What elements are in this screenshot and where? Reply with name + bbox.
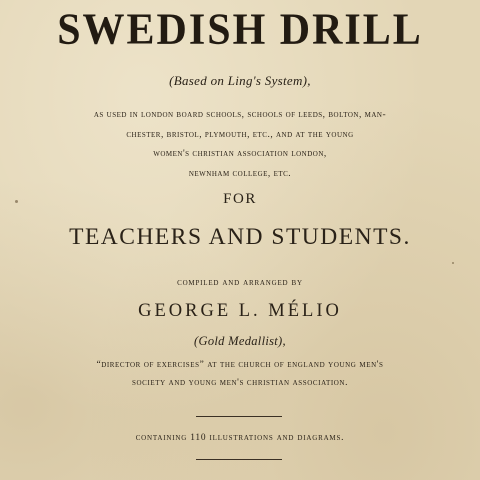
book-title: SWEDISH DRILL	[57, 5, 423, 55]
usage-statement	[0, 106, 480, 184]
paper-speck	[452, 262, 454, 264]
compiled-by-label: compiled and arranged by	[177, 278, 303, 288]
author-honor: (Gold Medallist),	[194, 334, 286, 348]
audience-heading: TEACHERS AND STUDENTS.	[69, 224, 411, 250]
author-position-line: “director of exercises” at the church of england young men's	[96, 360, 384, 370]
for-label: FOR	[223, 191, 257, 207]
divider-rule	[196, 459, 282, 460]
usage-line: as used in london board schools, schools of leeds, bolton, man-	[93, 110, 387, 120]
author-name: GEORGE L. MÉLIO	[138, 301, 342, 321]
paper-speck	[15, 200, 18, 203]
author-position-line: society and young men's christian association.	[131, 378, 349, 388]
usage-line: women's christian association london,	[153, 149, 327, 160]
divider-rule	[196, 416, 282, 417]
usage-line: chester, bristol, plymouth, etc., and at the young	[126, 129, 354, 140]
book-subtitle: (Based on Ling's System),	[169, 73, 311, 88]
usage-line: newnham college, etc.	[188, 168, 292, 179]
author-position	[0, 356, 480, 392]
contents-note: containing 110 illustrations and diagrams.	[135, 433, 345, 443]
